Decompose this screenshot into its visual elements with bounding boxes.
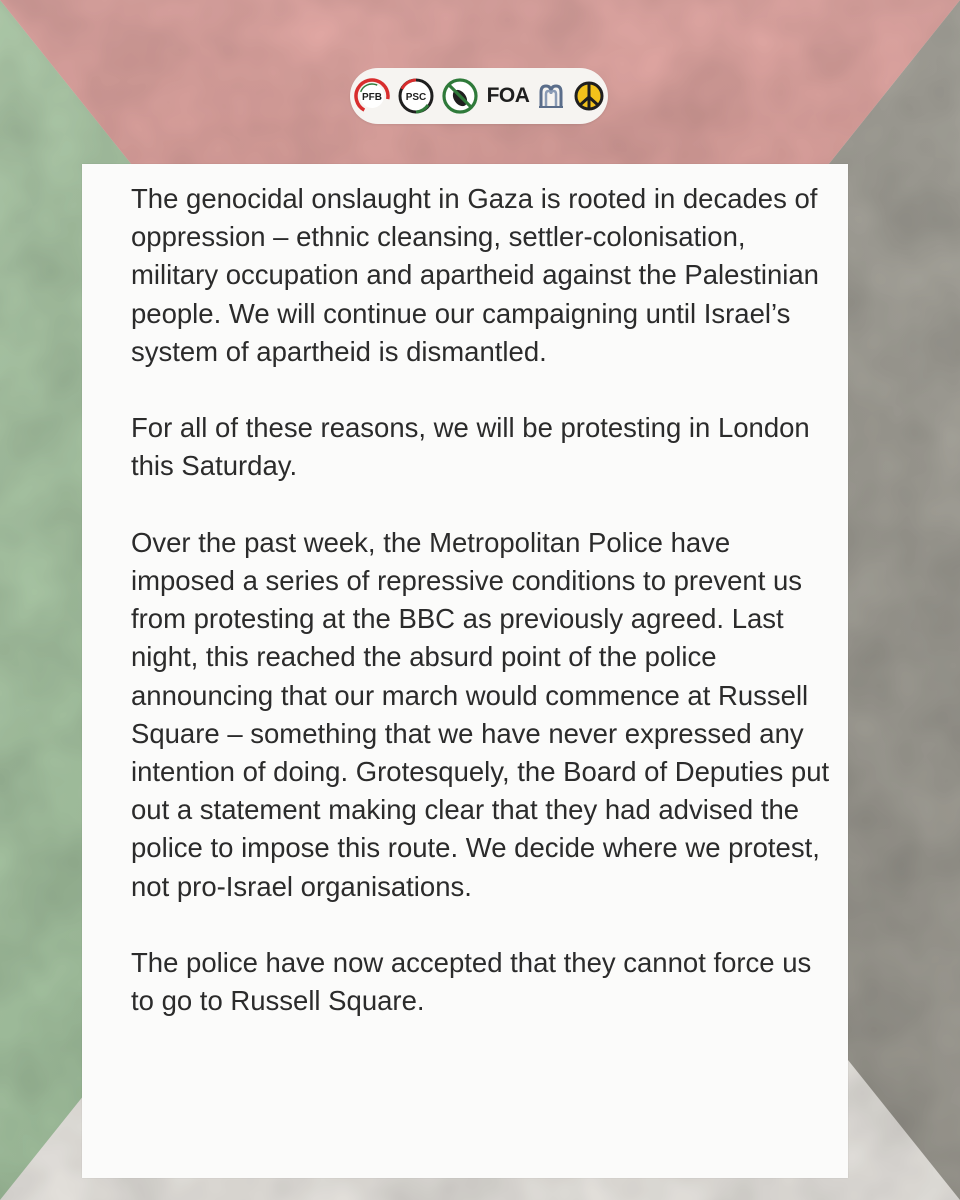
statement-paragraph-1: The genocidal onslaught in Gaza is rooted in decades of oppression – ethnic cleansing, settler-colonisation, military occupation and apartheid against the Palestinian people. We will continue our campaigning until Israel’s system of apartheid is dismantled. (131, 183, 819, 367)
peace-symbol-icon (573, 77, 605, 115)
statement-text (131, 180, 831, 1020)
pfb-logo-icon (353, 77, 391, 115)
statement-paragraph-4: The police have now accepted that they cannot force us to go to Russell Square. (131, 947, 812, 1017)
foa-logo-text: FOA (486, 84, 530, 107)
psc-logo-icon (397, 77, 435, 115)
statement-paragraph-3: Over the past week, the Metropolitan Police have imposed a series of repressive conditions to prevent us from protesting at the BBC as previously agreed. Last night, this reached the absurd point of the police announcing that our march would commence at Russell Square – something that we have never expressed any intention of doing. Grotesquely, the Board of Deputies put out a statement making clear that they had advised the police to impose this route. We decide where we protest, not pro-Israel organisations. (131, 526, 830, 902)
svg-text:PSC: PSC (405, 92, 426, 103)
foa-logo (485, 77, 530, 115)
pfb-logo (353, 77, 391, 115)
partner-logos-bar (350, 68, 608, 124)
crossed-bomb-icon (441, 77, 479, 115)
svg-text:PFB: PFB (361, 92, 382, 103)
statement-paragraph-2: For all of these reasons, we will be protesting in London this Saturday. (131, 412, 810, 482)
statement-card (82, 164, 848, 1178)
mab-logo-icon (535, 77, 567, 115)
psc-logo (397, 77, 435, 115)
